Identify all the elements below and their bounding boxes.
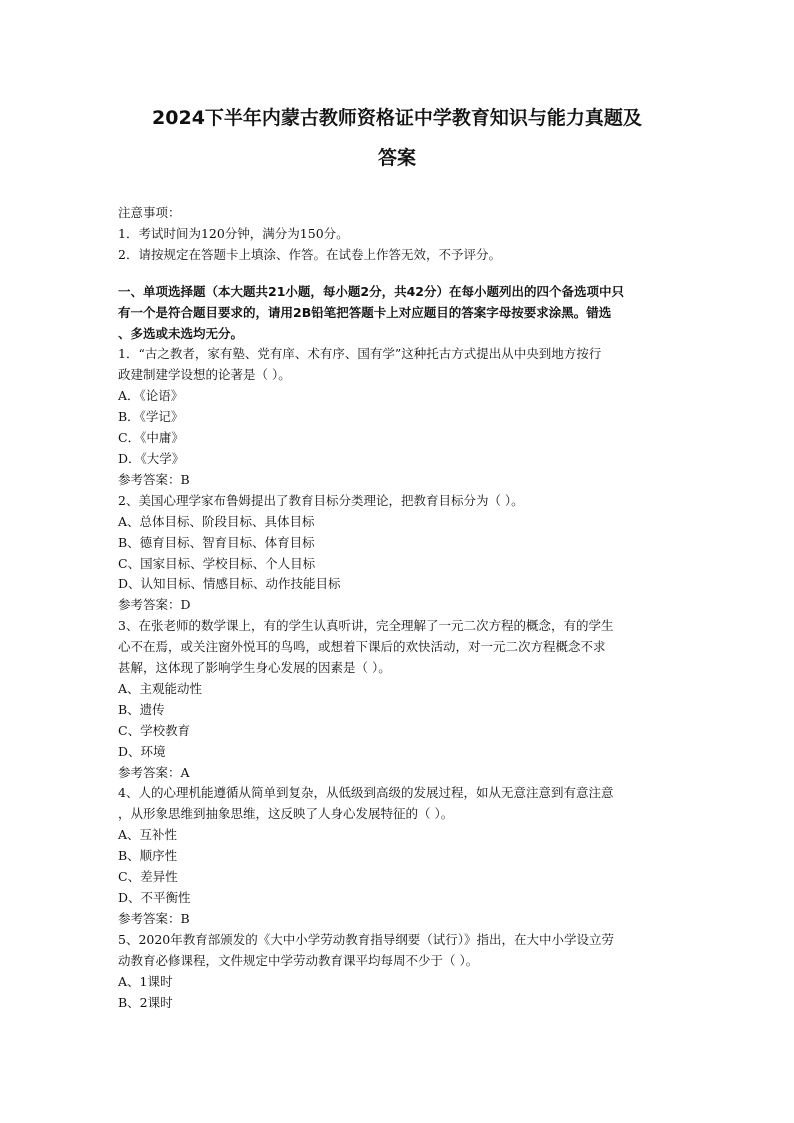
question-stem: 1．“古之教者，家有塾、党有庠、术有序、国有学”这种托古方式提出从中央到地方按行 [118,346,602,362]
section-heading: 、多选或未选均无分。 [118,325,244,341]
question-stem: 4、人的心理机能遵循从简单到复杂，从低级到高级的发展过程，如从无意注意到有意注意 [118,785,614,801]
option-b: B、德育目标、智育目标、体育目标 [118,534,315,550]
question-stem: 动教育必修课程，文件规定中学劳动教育课平均每周不少于（ ）。 [118,952,479,968]
option-a: A、1课时 [118,973,173,989]
option-a: A．《论语》 [118,388,184,404]
option-b: B、顺序性 [118,848,178,864]
option-a: A、互补性 [118,827,178,843]
question-3 [118,616,678,783]
option-d: D．《大学》 [118,450,185,466]
option-d: D、不平衡性 [118,890,191,905]
section-heading: 一、单项选择题（本大题共21小题，每小题2分，共42分）在每小题列出的四个备选项中只 [118,283,624,299]
question-stem: 甚解，这体现了影响学生身心发展的因素是（ ）。 [118,660,391,676]
notice-item: 1．考试时间为120分钟，满分为150分。 [118,225,349,241]
document-body [118,203,678,1013]
option-c: C．《中庸》 [118,430,184,446]
question-stem: 5、2020年教育部颁发的《大中小学劳动教育指导纲要（试行）》指出，在大中小学设立劳 [118,931,615,947]
reference-answer: 参考答案：D [118,597,191,613]
option-c: C、国家目标、学校目标、个人目标 [118,555,316,571]
option-a: A、总体目标、阶段目标、具体目标 [118,513,315,529]
reference-answer: 参考答案：B [118,471,190,487]
question-5 [118,930,678,1014]
reference-answer: 参考答案：A [118,764,190,780]
question-4 [118,783,678,929]
question-1 [118,344,678,490]
question-stem: ，从形象思维到抽象思维，这反映了人身心发展特征的（ ）。 [118,806,454,822]
option-d: D、认知目标、情感目标、动作技能目标 [118,576,341,592]
option-c: C、差异性 [118,869,178,885]
section-heading: 有一个是符合题目要求的，请用2B铅笔把答题卡上对应题目的答案字母按要求涂黑。错选 [118,304,612,320]
question-stem: 2、美国心理学家布鲁姆提出了教育目标分类理论，把教育目标分为（ ）。 [118,492,524,508]
question-2 [118,491,678,616]
notice-item: 2．请按规定在答题卡上填涂、作答。在试卷上作答无效，不予评分。 [118,246,501,262]
option-b: B、2课时 [118,994,173,1010]
option-c: C、学校教育 [118,722,191,738]
option-d: D、环境 [118,743,166,759]
question-stem: 3、在张老师的数学课上，有的学生认真听讲，完全理解了一元二次方程的概念，有的学生 [118,618,614,634]
question-stem: 心不在焉，或关注窗外悦耳的鸟鸣，或想着下课后的欢快活动，对一元二次方程概念不求 [118,639,606,655]
reference-answer: 参考答案：B [118,910,190,926]
question-stem: 政建制建学设想的论著是（ ）。 [118,367,291,383]
option-b: B、遗传 [118,701,165,717]
option-a: A、主观能动性 [118,680,203,696]
document-title-line-2: 答案 [377,147,416,169]
notice-heading: 注意事项： [118,205,181,220]
document-title-line-1: 2024下半年内蒙古教师资格证中学教育知识与能力真题及 [152,107,642,129]
option-b: B．《学记》 [118,409,184,425]
